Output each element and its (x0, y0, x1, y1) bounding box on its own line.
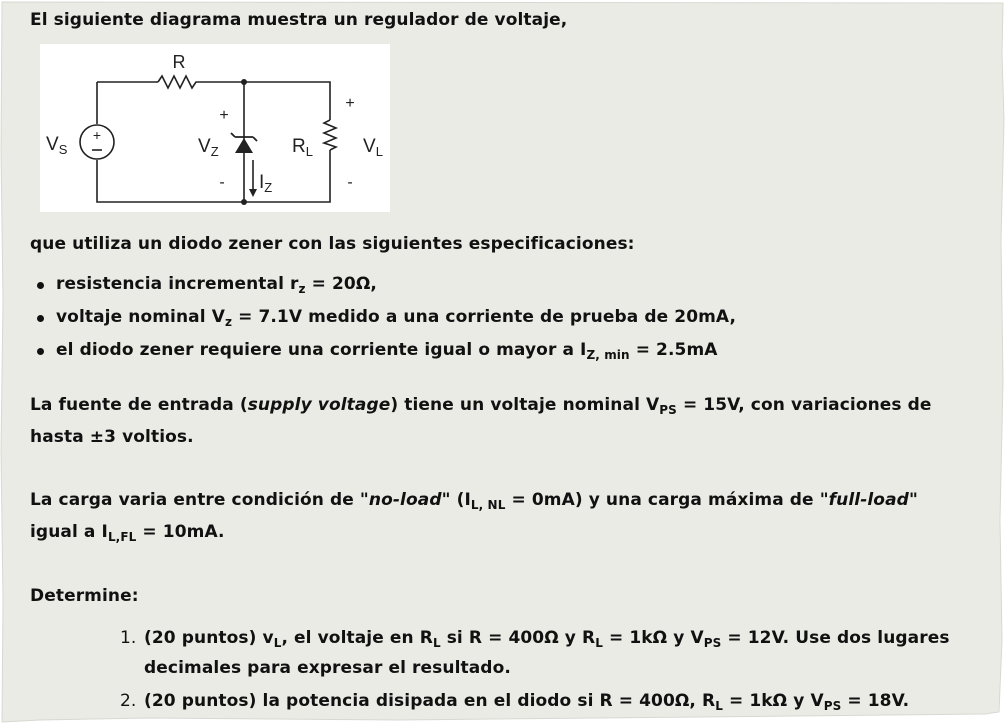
question-1-number: 1. (120, 628, 137, 648)
zener-label: $V_Z$ (198, 136, 219, 159)
question-1-line-2: decimales para expresar el resultado. (144, 658, 511, 678)
supply-line-2: hasta ±3 voltios. (30, 427, 194, 447)
supply-line-1: La fuente de entrada (supply voltage) tiene un voltaje nominal $V_{PS} = 15V$, con variaciones de (30, 395, 932, 417)
question-2-line-1: (20 puntos) la potencia disipada en el diodo si R = 400Ω, $R_L = 1k\Omega$ y $V_{PS} = 18V$. (144, 691, 910, 713)
spec-item-2: voltaje nominal $V_z = 7.1V$ medido a una corriente de prueba de 20mA, (56, 307, 737, 329)
current-label: $I_Z$ (259, 172, 273, 195)
zener-minus: - (219, 174, 225, 191)
out-plus: + (345, 95, 355, 112)
bullet-2 (37, 315, 44, 322)
load-line-2: igual a $I_{L,FL} = 10mA$. (30, 522, 225, 544)
bullet-3 (37, 348, 44, 355)
spec-item-1: resistencia incremental $r_z = 20\Omega$, (56, 274, 377, 296)
out-label: $V_L$ (363, 136, 383, 159)
source-label: $V_S$ (46, 134, 68, 157)
question-1-line-1: (20 puntos) $v_L$, el voltaje en $R_L$ si R = 400Ω y $R_L = 1k\Omega$ y $V_{PS} = 12V$. Use dos lugares (144, 628, 950, 650)
bullet-1 (37, 282, 44, 289)
load-label: $R_L$ (292, 136, 313, 159)
spec-item-3: el diodo zener requiere una corriente igual o mayor a $I_{Z, min} = 2.5mA$ (56, 340, 718, 362)
circuit-diagram (40, 44, 390, 212)
load-line-1: La carga varia entre condición de "no-load" $(I_{L, NL} = 0mA)$ y una carga máxima de "full-load" (30, 490, 918, 512)
determine-heading: Determine: (30, 586, 139, 606)
question-2-number: 2. (120, 691, 137, 711)
source-plus: + (92, 127, 102, 143)
voltage-regulator-circuit (40, 44, 390, 212)
specs-intro-text: que utiliza un diodo zener con las siguientes especificaciones: (30, 234, 635, 254)
resistor-label: R (172, 52, 186, 72)
zener-plus: + (219, 107, 229, 124)
out-minus: - (347, 174, 353, 191)
intro-text: El siguiente diagrama muestra un regulador de voltaje, (30, 10, 568, 30)
